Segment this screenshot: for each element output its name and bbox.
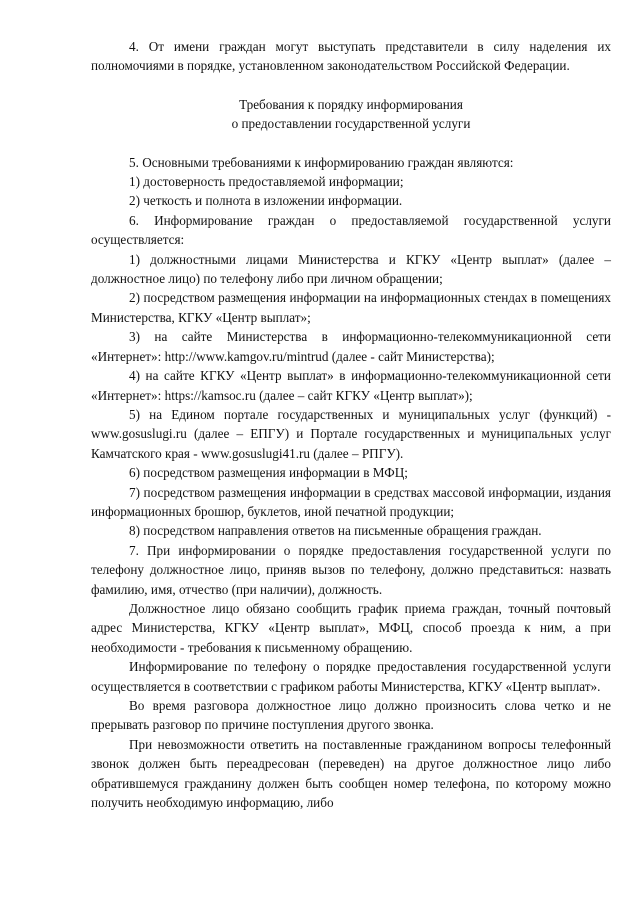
paragraph-5-item-2: 2) четкость и полнота в изложении информации.: [129, 193, 403, 209]
paragraph-7-officer-duties: Должностное лицо обязано сообщить график приема граждан, точный почтовый адрес Министерства, КГКУ «Центр выплат», МФЦ, способ проезда к ним, а при необходимости - требования к письменному обращению.: [91, 600, 611, 655]
paragraph-5: 5. Основными требованиями к информированию граждан являются:: [129, 154, 514, 170]
paragraph-6-item-2: 2) посредством размещения информации на информационных стендах в помещениях Министерства, КГКУ «Центр выплат»;: [91, 290, 611, 325]
paragraph-7-call-redirect: При невозможности ответить на поставленные гражданином вопросы телефонный звонок должен быть переадресован (переведен) на другое должностное лицо либо обратившемуся гражданину должен быть сообщен номер телефона, по которому можно получить необходимую информацию, либо: [91, 736, 611, 811]
section-heading-line-1: Требования к порядку информирования: [239, 96, 463, 112]
paragraph-6-item-4: 4) на сайте КГКУ «Центр выплат» в информационно-телекоммуникационной сети «Интернет»: https://kamsoc.ru (далее – сайт КГКУ «Центр выплат»);: [91, 368, 611, 403]
paragraph-7-phone-schedule: Информирование по телефону о порядке предоставления государственной услуги осуществляется в соответствии с графиком работы Министерства, КГКУ «Центр выплат».: [91, 659, 611, 694]
paragraph-6-item-8: 8) посредством направления ответов на письменные обращения граждан.: [129, 523, 542, 539]
paragraph-6-item-7: 7) посредством размещения информации в средствах массовой информации, издания информационных брошюр, буклетов, иной печатной продукции;: [91, 484, 611, 519]
document-page: [91, 37, 611, 812]
paragraph-6-item-5: 5) на Едином портале государственных и муниципальных услуг (функций) - www.gosuslugi.ru (далее – ЕПГУ) и Портале государственных и муниципальных услуг Камчатского края - www.gosuslugi41.ru (далее – РПГУ).: [91, 406, 611, 461]
paragraph-6-item-6: 6) посредством размещения информации в МФЦ;: [129, 465, 408, 481]
paragraph-4: 4. От имени граждан могут выступать представители в силу наделения их полномочиями в порядке, установленном законодательством Российской Федерации.: [91, 39, 611, 74]
paragraph-5-item-1: 1) достоверность предоставляемой информации;: [129, 174, 404, 190]
paragraph-6-item-3: 3) на сайте Министерства в информационно-телекоммуникационной сети «Интернет»: http://www.kamgov.ru/mintrud (далее - сайт Министерства);: [91, 329, 611, 364]
paragraph-7-conversation-rules: Во время разговора должностное лицо должно произносить слова четко и не прерывать разговор по причине поступления другого звонка.: [91, 698, 611, 733]
section-heading-line-2: о предоставлении государственной услуги: [231, 116, 471, 132]
paragraph-6-item-1: 1) должностными лицами Министерства и КГКУ «Центр выплат» (далее – должностное лицо) по телефону либо при личном обращении;: [91, 251, 611, 287]
paragraph-7: 7. При информировании о порядке предоставления государственной услуги по телефону должностное лицо, приняв вызов по телефону, должно представиться: назвать фамилию, имя, отчество (при наличии), должность.: [91, 542, 611, 597]
section-heading: [91, 95, 611, 134]
paragraph-6: 6. Информирование граждан о предоставляемой государственной услуги осуществляется:: [91, 212, 611, 248]
